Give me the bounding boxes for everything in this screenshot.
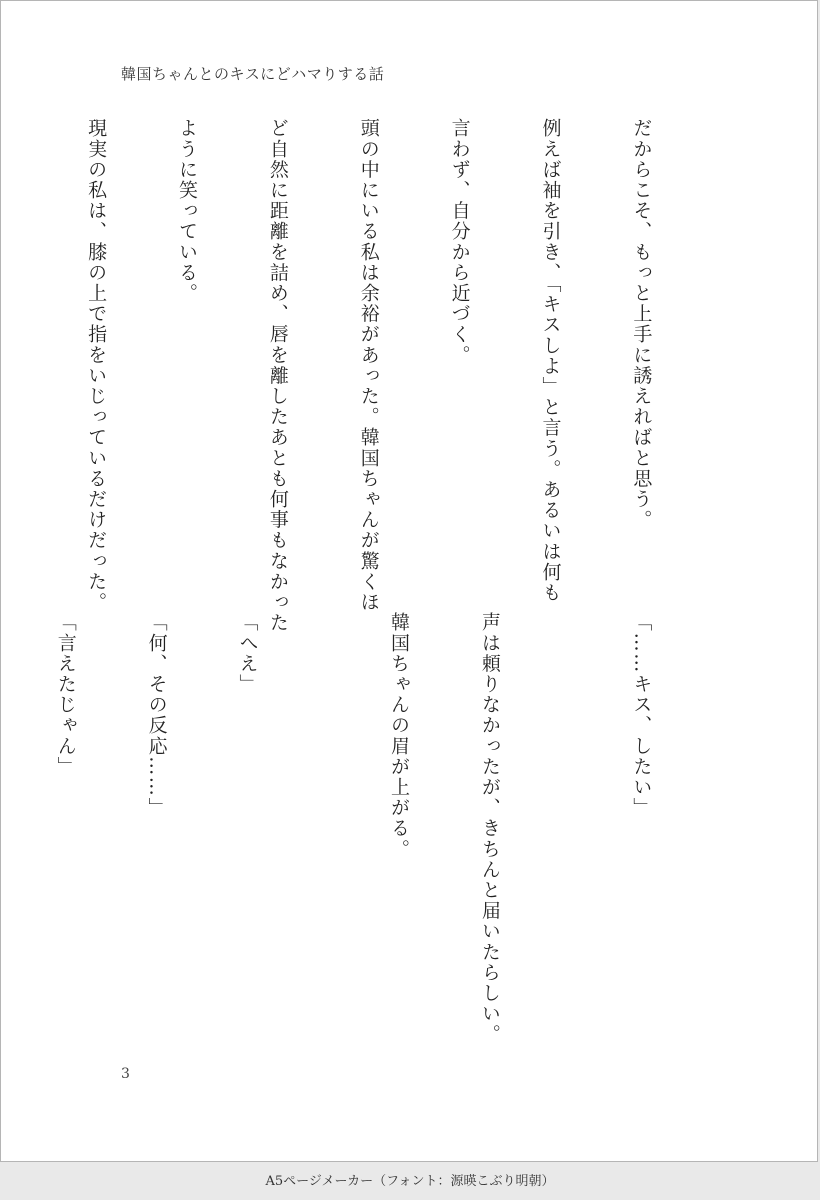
text-line: 頭の中にいる私は余裕があった。韓国ちゃんが驚くほ bbox=[357, 118, 380, 613]
text-line: 「……キス、したい」 bbox=[630, 612, 653, 818]
text-line: ように笑っている。 bbox=[175, 118, 198, 304]
text-line: 「へえ」 bbox=[236, 612, 259, 695]
text-line: だからこそ、もっと上手に誘えればと思う。 bbox=[630, 118, 653, 530]
text-line: ど自然に距離を詰め、唇を離したあとも何事もなかった bbox=[266, 118, 289, 633]
text-line: 「何、その反応……」 bbox=[145, 612, 168, 818]
text-line: 「言えたじゃん」 bbox=[54, 612, 77, 777]
page-header-title: 韓国ちゃんとのキスにどハマりする話 bbox=[121, 65, 385, 83]
text-line: 声は頼りなかったが、きちんと届いたらしい。 bbox=[478, 612, 501, 1045]
text-line: 現実の私は、膝の上で指をいじっているだけだった。 bbox=[85, 118, 108, 613]
text-line: 言わず、自分から近づく。 bbox=[448, 118, 471, 366]
text-line: 韓国ちゃんの眉が上がる。 bbox=[388, 612, 411, 860]
footer-caption: A5ページメーカー（フォント：源暎こぶり明朝） bbox=[265, 1174, 555, 1189]
text-line: 例えば袖を引き、「キスしよ」と言う。あるいは何も bbox=[539, 118, 562, 603]
page-number: 3 bbox=[121, 1066, 130, 1082]
text-block-top bbox=[0, 118, 717, 633]
text-block-bottom bbox=[0, 612, 717, 1052]
